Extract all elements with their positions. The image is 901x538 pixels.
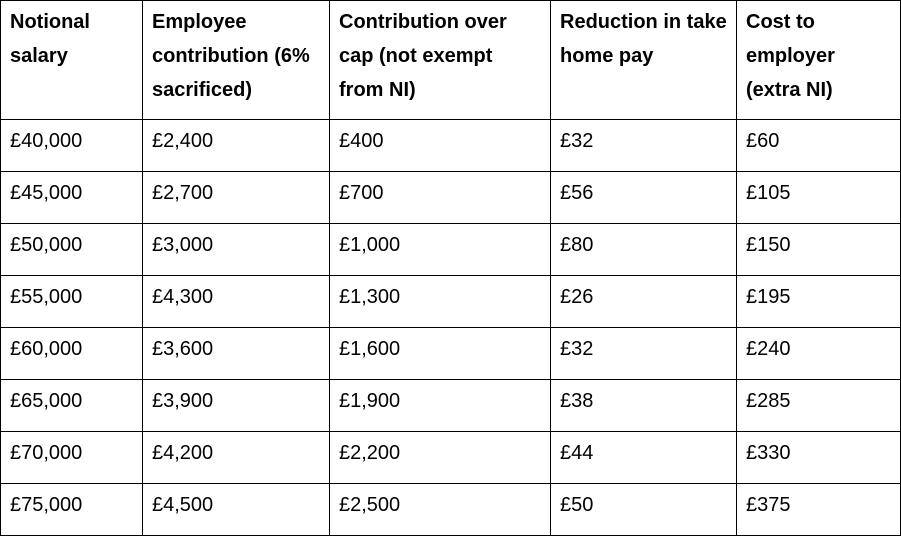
table-row <box>1 120 901 172</box>
table-row <box>1 224 901 276</box>
cell-reduction-take-home: £32 <box>551 120 737 172</box>
cell-notional-salary: £65,000 <box>1 380 143 432</box>
cell-reduction-take-home: £80 <box>551 224 737 276</box>
cell-contribution-over-cap: £2,500 <box>330 484 551 536</box>
cell-reduction-take-home: £26 <box>551 276 737 328</box>
cell-reduction-take-home: £56 <box>551 172 737 224</box>
cell-cost-to-employer: £150 <box>737 224 901 276</box>
cell-notional-salary: £70,000 <box>1 432 143 484</box>
cell-cost-to-employer: £285 <box>737 380 901 432</box>
cell-notional-salary: £50,000 <box>1 224 143 276</box>
header-reduction-take-home: Reduction in take home pay <box>551 1 737 120</box>
cell-employee-contribution: £4,200 <box>143 432 330 484</box>
cell-reduction-take-home: £38 <box>551 380 737 432</box>
cell-contribution-over-cap: £700 <box>330 172 551 224</box>
table-row <box>1 380 901 432</box>
cell-employee-contribution: £4,300 <box>143 276 330 328</box>
cell-contribution-over-cap: £2,200 <box>330 432 551 484</box>
cell-cost-to-employer: £240 <box>737 328 901 380</box>
table-row <box>1 432 901 484</box>
header-row <box>1 1 901 120</box>
cell-contribution-over-cap: £1,600 <box>330 328 551 380</box>
table-row <box>1 484 901 536</box>
table-header <box>1 1 901 120</box>
header-employee-contribution: Employee contribution (6% sacrificed) <box>143 1 330 120</box>
cell-cost-to-employer: £330 <box>737 432 901 484</box>
cell-contribution-over-cap: £1,300 <box>330 276 551 328</box>
cell-reduction-take-home: £32 <box>551 328 737 380</box>
cell-reduction-take-home: £44 <box>551 432 737 484</box>
cell-cost-to-employer: £60 <box>737 120 901 172</box>
cell-cost-to-employer: £105 <box>737 172 901 224</box>
cell-notional-salary: £40,000 <box>1 120 143 172</box>
cell-employee-contribution: £3,000 <box>143 224 330 276</box>
table-body <box>1 120 901 536</box>
cell-reduction-take-home: £50 <box>551 484 737 536</box>
cell-employee-contribution: £2,700 <box>143 172 330 224</box>
cell-contribution-over-cap: £400 <box>330 120 551 172</box>
cell-notional-salary: £75,000 <box>1 484 143 536</box>
cell-employee-contribution: £4,500 <box>143 484 330 536</box>
cell-contribution-over-cap: £1,900 <box>330 380 551 432</box>
cell-employee-contribution: £2,400 <box>143 120 330 172</box>
table-row <box>1 172 901 224</box>
cell-notional-salary: £60,000 <box>1 328 143 380</box>
cell-cost-to-employer: £375 <box>737 484 901 536</box>
cell-cost-to-employer: £195 <box>737 276 901 328</box>
cell-employee-contribution: £3,900 <box>143 380 330 432</box>
header-cost-to-employer: Cost to employer (extra NI) <box>737 1 901 120</box>
cell-notional-salary: £45,000 <box>1 172 143 224</box>
cell-employee-contribution: £3,600 <box>143 328 330 380</box>
table-row <box>1 276 901 328</box>
cell-notional-salary: £55,000 <box>1 276 143 328</box>
header-contribution-over-cap: Contribution over cap (not exempt from NI) <box>330 1 551 120</box>
table-row <box>1 328 901 380</box>
header-notional-salary: Notional salary <box>1 1 143 120</box>
cell-contribution-over-cap: £1,000 <box>330 224 551 276</box>
